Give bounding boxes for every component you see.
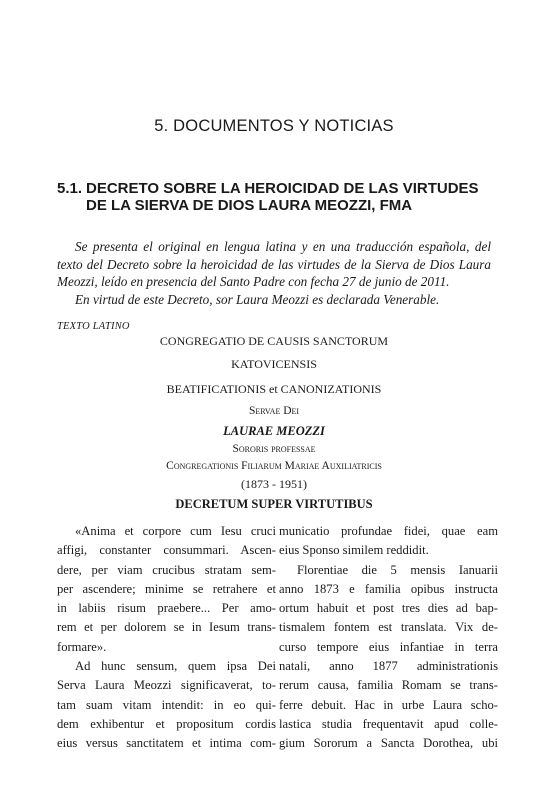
document-heading-line: DE LA SIERVA DE DIOS LAURA MEOZZI, FMA bbox=[86, 197, 413, 214]
body-line: ortum habuit et post tres dies ad bap- bbox=[279, 601, 498, 616]
body-line: municatio profundae fidei, quae eam bbox=[279, 524, 498, 538]
diocese-title: KATOVICENSIS bbox=[231, 357, 317, 371]
document-number: 5.1. bbox=[57, 180, 83, 197]
decree-title: DECRETUM SUPER VIRTUTIBUS bbox=[175, 497, 373, 511]
congregation-title: CONGREGATIO DE CAUSIS SANCTORUM bbox=[159, 334, 389, 348]
body-line: dem exhibentur et propositum cordis bbox=[57, 716, 276, 731]
body-line: ferre debuit. Hac in urbe Laura scho- bbox=[279, 697, 498, 712]
intro-line: texto del Decreto sobre la heroicidad de las virtudes de la Sierva de Dios Laura bbox=[57, 256, 491, 272]
cause-title bbox=[0, 382, 548, 397]
body-line: Florentiae die 5 mensis Ianuarii bbox=[297, 562, 498, 577]
intro-paragraph bbox=[57, 238, 491, 308]
body-line: natali, anno 1877 administrationis bbox=[279, 659, 498, 674]
body-column-right bbox=[279, 522, 498, 754]
body-line: lastica studia frequentavit apud colle- bbox=[279, 716, 498, 731]
body-line: dere, per viam crucibus stratam sem- bbox=[57, 562, 276, 577]
body-line: in labiis risum praebere... Per amo- bbox=[57, 601, 276, 616]
body-line: gium Sororum a Sancta Dorothea, ubi bbox=[279, 736, 498, 751]
body-line: eius Sponso similem reddidit. bbox=[279, 543, 429, 558]
intro-paragraph-1 bbox=[57, 238, 491, 256]
body-line: affigi, constanter consummari. Ascen- bbox=[57, 543, 276, 558]
document-heading-line: DECRETO SOBRE LA HEROICIDAD DE LAS VIRTUDES bbox=[86, 180, 479, 197]
servant-name: LAURAE MEOZZI bbox=[223, 424, 325, 438]
body-line: per ascendere; minime se retrahere et bbox=[57, 581, 276, 596]
body-line: tismalem fontem est translata. Vix de- bbox=[279, 620, 498, 635]
body-line: rerum causa, familia Romam se trans- bbox=[279, 678, 498, 693]
body-line: «Anima et corpore cum Iesu cruci bbox=[75, 524, 276, 538]
body-line: anno 1873 e familia opibus instructa bbox=[279, 581, 498, 596]
congregation-name: Congregationis Filiarum Mariae Auxiliatricis bbox=[166, 460, 382, 472]
text-label: TEXTO LATINO bbox=[57, 321, 130, 332]
body-line: tam suam vitam intendit: in eo qui- bbox=[57, 697, 276, 712]
intro-line: Meozzi, leído en presencia del Santo Padre con fecha 27 de junio de 2011. bbox=[57, 274, 450, 289]
section-title: 5. DOCUMENTOS Y NOTICIAS bbox=[154, 117, 394, 135]
body-line: rem et per dolorem se in Iesum trans- bbox=[57, 620, 276, 635]
servae-dei: Servae Dei bbox=[248, 405, 300, 417]
body-line: Serva Laura Meozzi significaverat, to- bbox=[57, 678, 276, 693]
intro-paragraph-2: En virtud de este Decreto, sor Laura Meozzi es declarada Venerable. bbox=[75, 291, 440, 307]
intro-line: Se presenta el original en lengua latina y en una traducción española, del bbox=[75, 239, 491, 254]
body-line: eius versus sanctitatem et intima com- bbox=[57, 736, 276, 751]
sororis-professae: Sororis professae bbox=[232, 443, 316, 455]
body-line: Ad hunc sensum, quem ipsa Dei bbox=[75, 659, 276, 674]
intro-paragraph-1-cont bbox=[57, 256, 491, 291]
cause-second: CANONIZATIONIS bbox=[280, 382, 382, 396]
document-heading bbox=[86, 180, 516, 214]
body-line: formare». bbox=[57, 639, 107, 654]
body-column-left bbox=[57, 522, 276, 754]
body-line: curso tempore eius infantiae in terra bbox=[279, 639, 498, 654]
cause-et: et bbox=[269, 382, 278, 396]
cause-main: BEATIFICATIONIS bbox=[166, 382, 266, 396]
life-years: (1873 - 1951) bbox=[241, 477, 307, 491]
